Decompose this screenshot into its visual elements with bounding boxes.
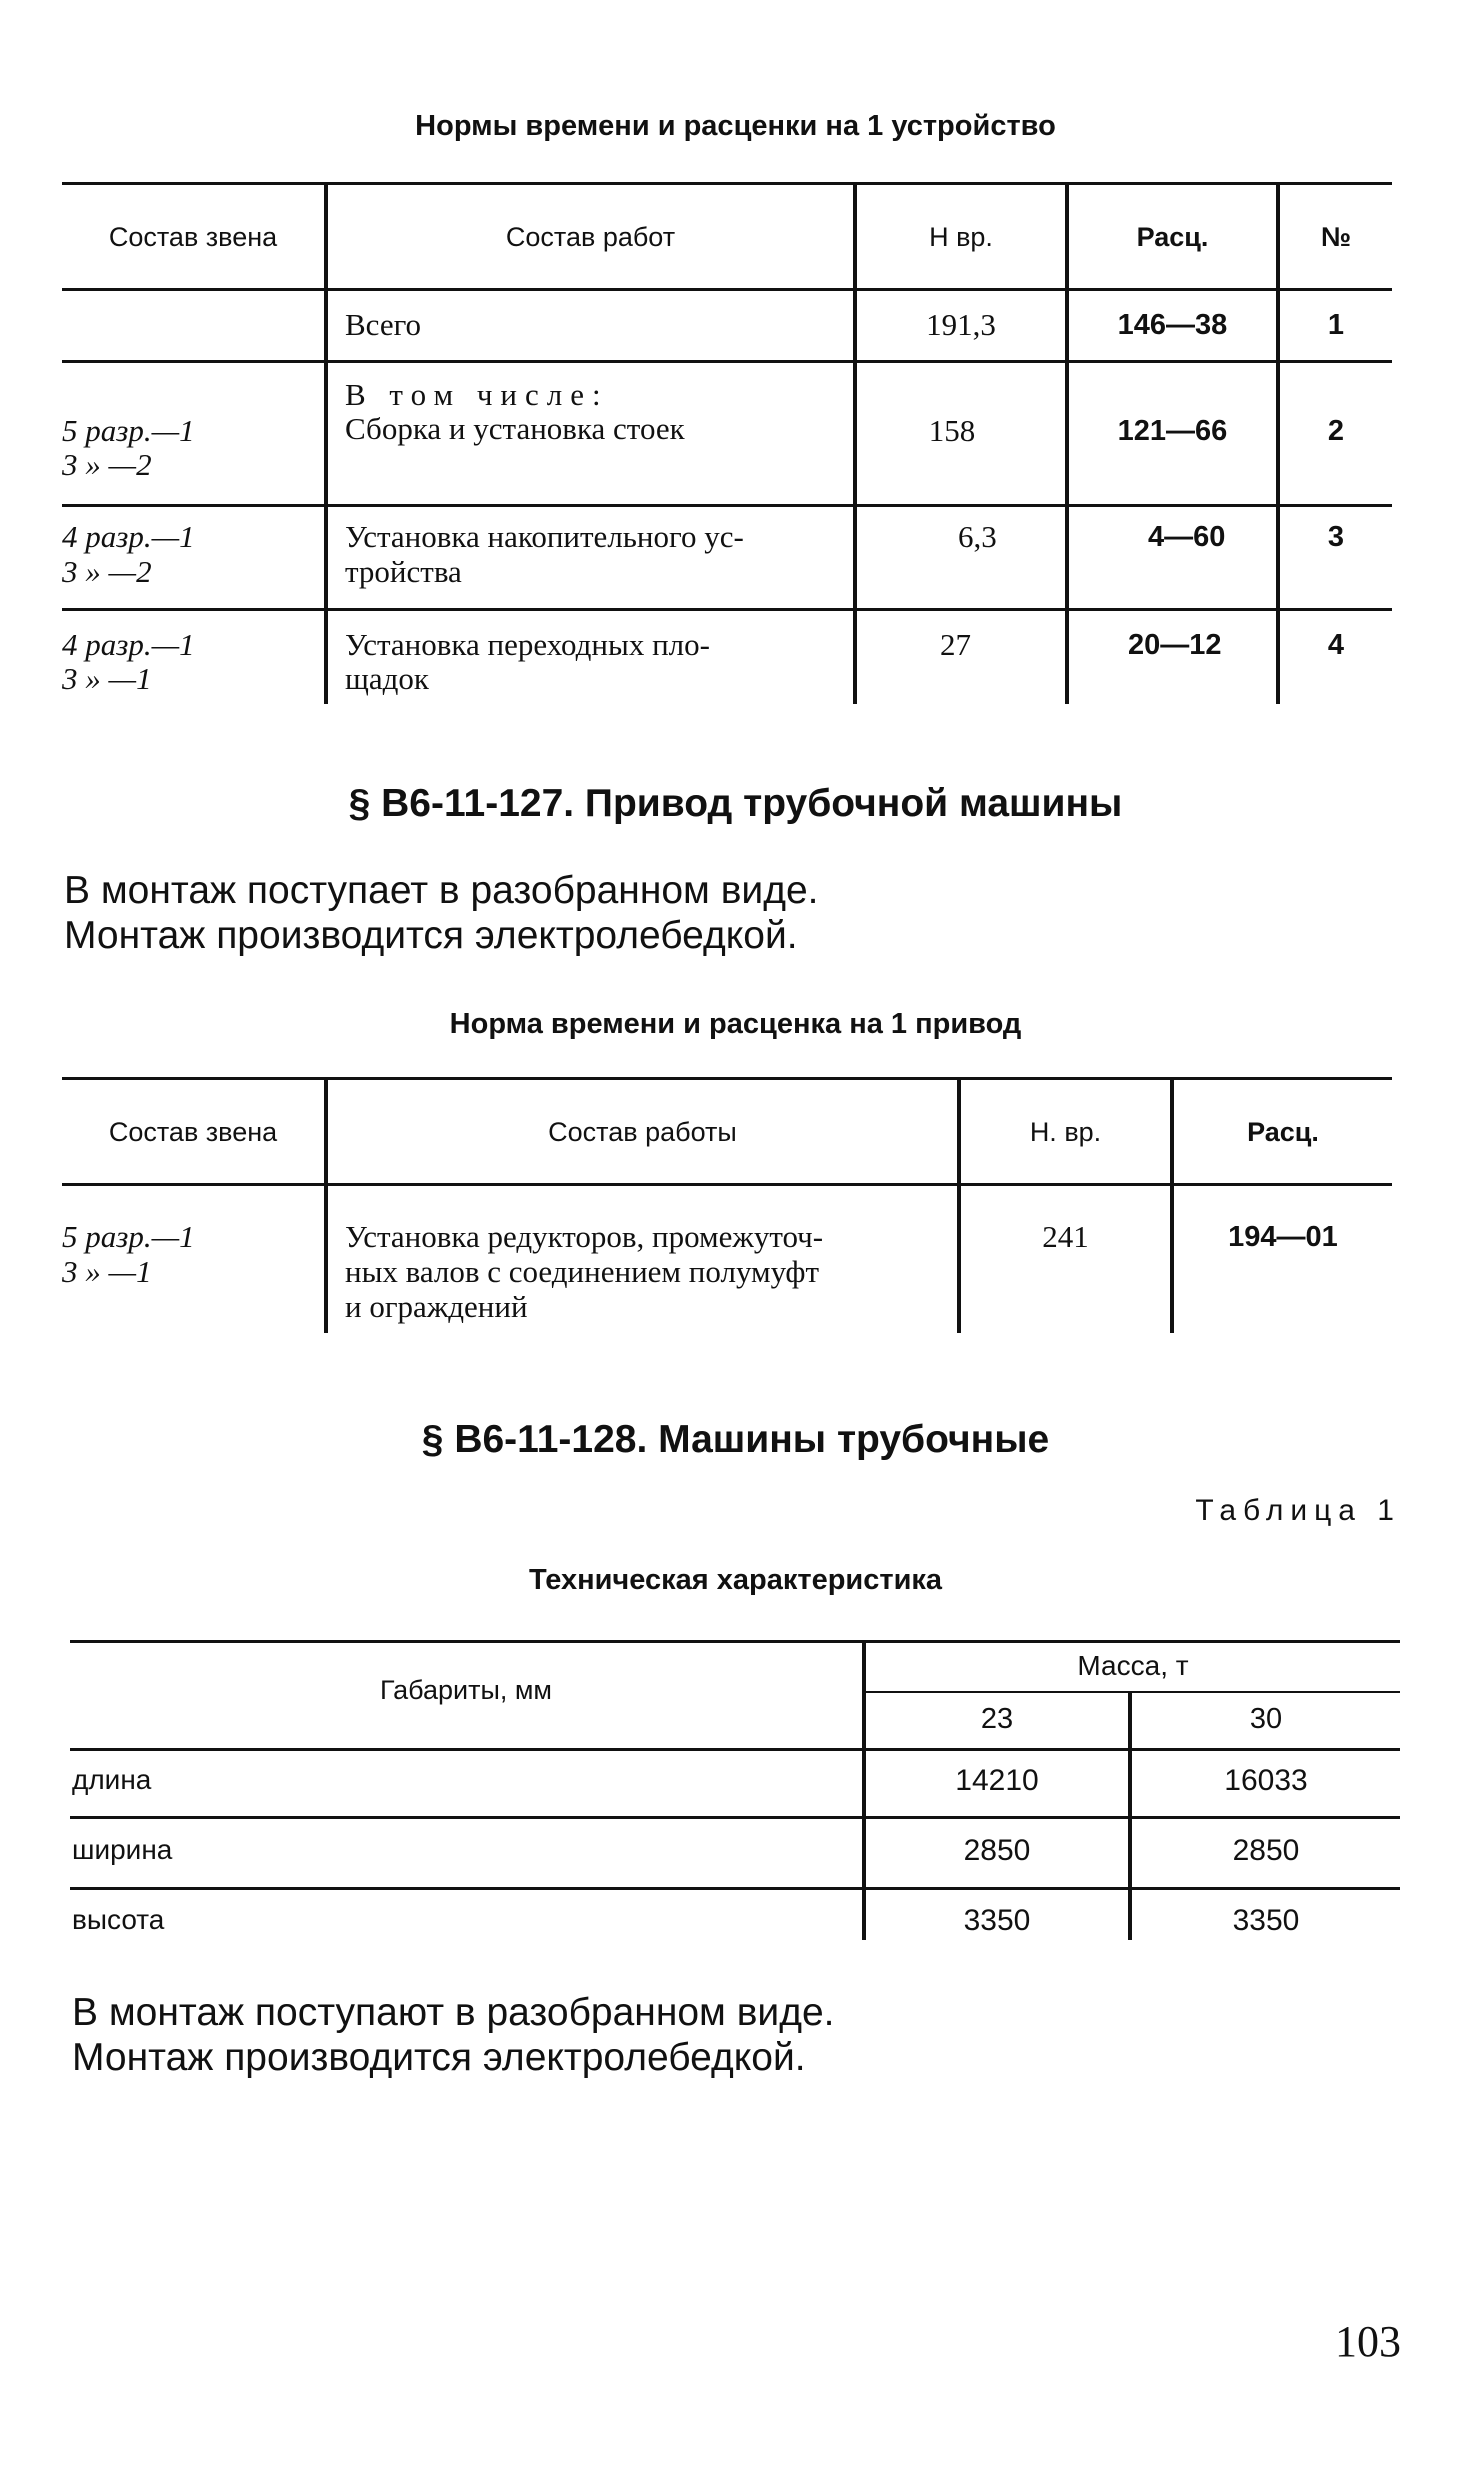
table1-caption: Нормы времени и расценки на 1 устройство: [415, 110, 1056, 142]
section2-paragraph: [64, 868, 818, 958]
table1-top-rule: [62, 182, 1392, 185]
work-cell: и ограждений: [345, 1289, 528, 1324]
col-header-work: Состав работ: [505, 222, 676, 252]
crew-cell: 3 » —2: [62, 554, 152, 589]
table2-header-rule: [62, 1183, 1392, 1186]
work-cell: Установка накопительного ус-: [345, 519, 744, 554]
table3-mass-rule: [865, 1691, 1400, 1693]
section-heading-127: § В6-11-127. Привод трубочной машины: [348, 782, 1123, 825]
table3-header-rule: [70, 1748, 1400, 1751]
rate-cell: 4—60: [1148, 521, 1226, 553]
mass-23-cell: 3350: [963, 1904, 1031, 1937]
nvr-cell: 6,3: [958, 519, 997, 554]
col-header-work: Состав работы: [548, 1117, 737, 1147]
table-label: Таблица 1: [1195, 1494, 1401, 1527]
crew-cell: 4 разр.—1: [62, 519, 195, 554]
table1-row-rule: [62, 360, 1392, 363]
table1-col-rule: [324, 184, 328, 704]
table2-top-rule: [62, 1077, 1392, 1080]
paragraph-line: В монтаж поступают в разобранном виде.: [72, 1991, 835, 2034]
rate-cell: 146—38: [1117, 309, 1228, 341]
nvr-cell: 241: [1042, 1219, 1089, 1254]
nvr-cell: 158: [928, 413, 976, 448]
mass-30-cell: 16033: [1224, 1764, 1308, 1797]
mass-30-cell: 2850: [1232, 1834, 1300, 1867]
num-cell: 3: [1327, 521, 1345, 553]
nvr-cell: 27: [940, 627, 971, 662]
col-header-mass: Масса, т: [1077, 1650, 1189, 1681]
crew-cell: 5 разр.—1: [62, 413, 195, 448]
page-number: 103: [1335, 2317, 1401, 2366]
dimension-name: длина: [72, 1764, 152, 1795]
table3-top-rule: [70, 1640, 1400, 1643]
num-cell: 4: [1327, 629, 1345, 661]
mass-23-cell: 14210: [955, 1764, 1039, 1797]
work-lead-cell: В том числе:: [345, 377, 609, 412]
rate-cell: 194—01: [1228, 1221, 1338, 1253]
table2-caption: Норма времени и расценка на 1 привод: [449, 1008, 1022, 1040]
section-heading-128: § В6-11-128. Машины трубочные: [421, 1418, 1050, 1461]
rate-cell: 121—66: [1117, 415, 1228, 447]
table1-row-rule: [62, 504, 1392, 507]
crew-cell: 5 разр.—1: [62, 1219, 195, 1254]
crew-cell: 3 » —1: [62, 661, 152, 696]
dimension-name: ширина: [72, 1834, 173, 1865]
paragraph-line: В монтаж поступает в разобранном виде.: [64, 869, 819, 912]
mass-30-cell: 3350: [1232, 1904, 1300, 1937]
col-header-nvr: Н вр.: [929, 222, 993, 252]
col-header-crew: Состав звена: [108, 222, 278, 252]
col-header-crew: Состав звена: [108, 1117, 278, 1147]
rate-cell: 20—12: [1128, 629, 1222, 661]
crew-cell: 4 разр.—1: [62, 627, 195, 662]
work-cell: Сборка и установка стоек: [345, 411, 685, 446]
mass-23-cell: 2850: [963, 1834, 1031, 1867]
crew-cell: 3 » —2: [62, 447, 152, 482]
nvr-cell: 191,3: [926, 307, 996, 342]
paragraph-line: Монтаж производится электролебедкой.: [72, 2036, 806, 2079]
work-cell: Установка редукторов, промежуточ-: [345, 1219, 824, 1254]
num-cell: 2: [1327, 415, 1345, 447]
col-header-num: №: [1320, 222, 1352, 252]
work-cell: тройства: [345, 554, 462, 589]
work-cell: Всего: [345, 307, 422, 342]
section3-paragraph: [72, 1990, 834, 2080]
paragraph-line: Монтаж производится электролебедкой.: [64, 914, 798, 957]
col-header-dimensions: Габариты, мм: [380, 1675, 552, 1705]
table1-row-rule: [62, 608, 1392, 611]
work-cell: Установка переходных пло-: [345, 627, 710, 662]
table3-row-rule: [70, 1887, 1400, 1890]
col-header-mass-30: 30: [1249, 1703, 1283, 1735]
work-cell: щадок: [345, 661, 429, 696]
table1-header-rule: [62, 288, 1392, 291]
col-header-rate: Расц.: [1247, 1117, 1319, 1147]
crew-cell: 3 » —1: [62, 1254, 152, 1289]
num-cell: 1: [1327, 309, 1345, 341]
col-header-rate: Расц.: [1136, 222, 1209, 252]
col-header-mass-23: 23: [980, 1703, 1014, 1735]
table3-row-rule: [70, 1816, 1400, 1819]
table3-caption: Техническая характеристика: [528, 1564, 943, 1596]
work-cell: ных валов с соединением полумуфт: [345, 1254, 820, 1289]
col-header-nvr: Н. вр.: [1029, 1117, 1102, 1147]
dimension-name: высота: [72, 1904, 165, 1935]
